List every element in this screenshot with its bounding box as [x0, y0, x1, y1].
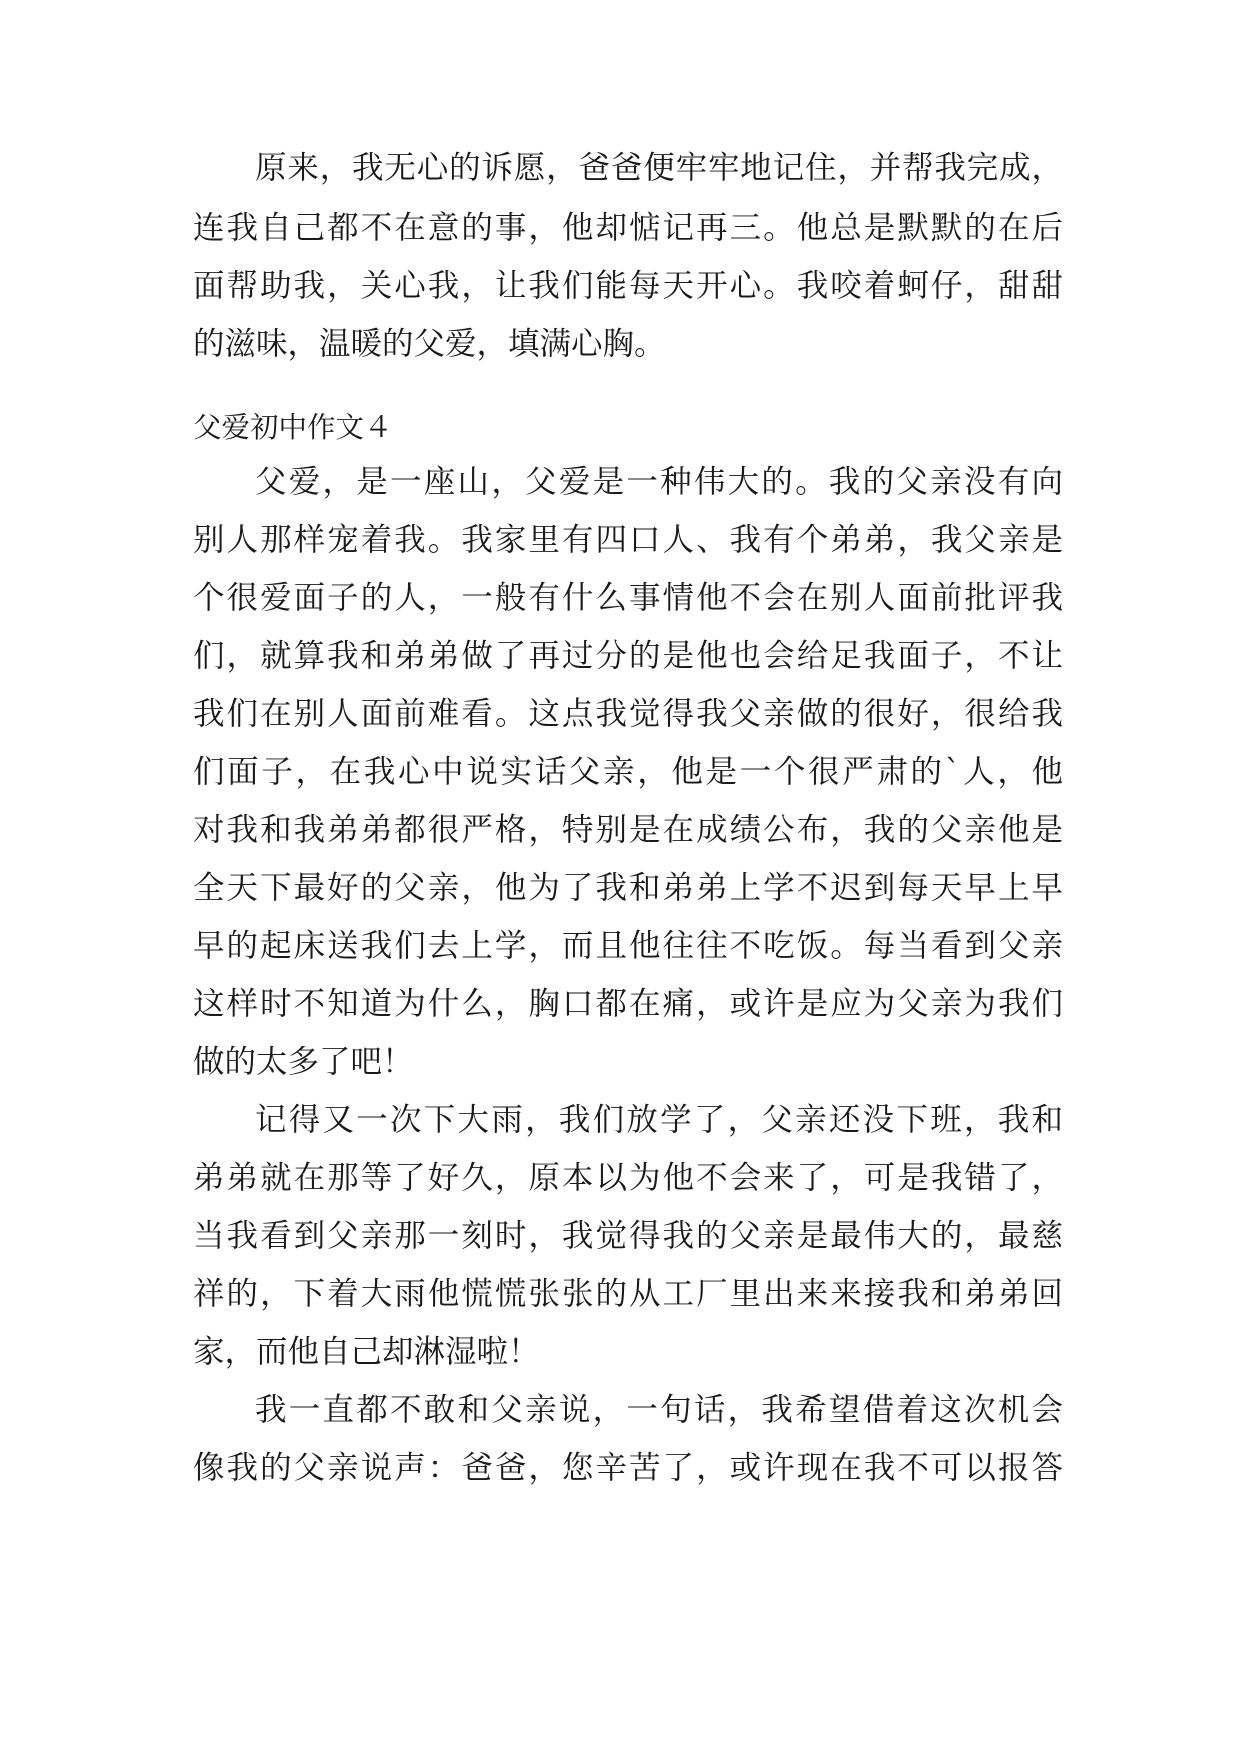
text-line: 们，就算我和弟弟做了再过分的是他也会给足我面子，不让 [193, 638, 1063, 674]
text-line: 对我和我弟弟都很严格，特别是在成绩公布，我的父亲他是 [193, 812, 1063, 848]
text-line: 连我自己都不在意的事，他却惦记再三。他总是默默的在后 [193, 210, 1063, 246]
text-line: 像我的父亲说声：爸爸，您辛苦了，或许现在我不可以报答 [193, 1450, 1063, 1486]
text-line: 我一直都不敢和父亲说，一句话，我希望借着这次机会 [255, 1392, 1063, 1428]
text-line: 记得又一次下大雨，我们放学了，父亲还没下班，我和 [255, 1102, 1063, 1138]
text-line: 祥的，下着大雨他慌慌张张的从工厂里出来来接我和弟弟回 [193, 1276, 1063, 1312]
text-line: 个很爱面子的人，一般有什么事情他不会在别人面前批评我 [193, 580, 1063, 616]
text-line: 当我看到父亲那一刻时，我觉得我的父亲是最伟大的，最慈 [193, 1218, 1063, 1254]
text-line: 面帮助我，关心我，让我们能每天开心。我咬着蚵仔，甜甜 [193, 268, 1063, 304]
text-line: 我们在别人面前难看。这点我觉得我父亲做的很好，很给我 [193, 696, 1063, 732]
text-line: 别人那样宠着我。我家里有四口人、我有个弟弟，我父亲是 [193, 522, 1063, 558]
text-line: 父爱，是一座山，父爱是一种伟大的。我的父亲没有向 [255, 464, 1063, 500]
text-line: 们面子，在我心中说实话父亲，他是一个很严肃的`人，他 [193, 754, 1063, 790]
text-line: 家，而他自己却淋湿啦！ [193, 1334, 540, 1370]
text-line: 早的起床送我们去上学，而且他往往不吃饭。每当看到父亲 [193, 928, 1063, 964]
text-line: 这样时不知道为什么，胸口都在痛，或许是应为父亲为我们 [193, 986, 1063, 1022]
text-line: 的滋味，温暖的父爱，填满心胸。 [193, 326, 666, 362]
text-line: 原来，我无心的诉愿，爸爸便牢牢地记住，并帮我完成， [255, 150, 1063, 186]
text-line: 做的太多了吧！ [193, 1044, 414, 1080]
text-line: 全天下最好的父亲，他为了我和弟弟上学不迟到每天早上早 [193, 870, 1063, 906]
text-line: 弟弟就在那等了好久，原本以为他不会来了，可是我错了， [193, 1160, 1063, 1196]
section-title: 父爱初中作文４ [193, 411, 393, 444]
